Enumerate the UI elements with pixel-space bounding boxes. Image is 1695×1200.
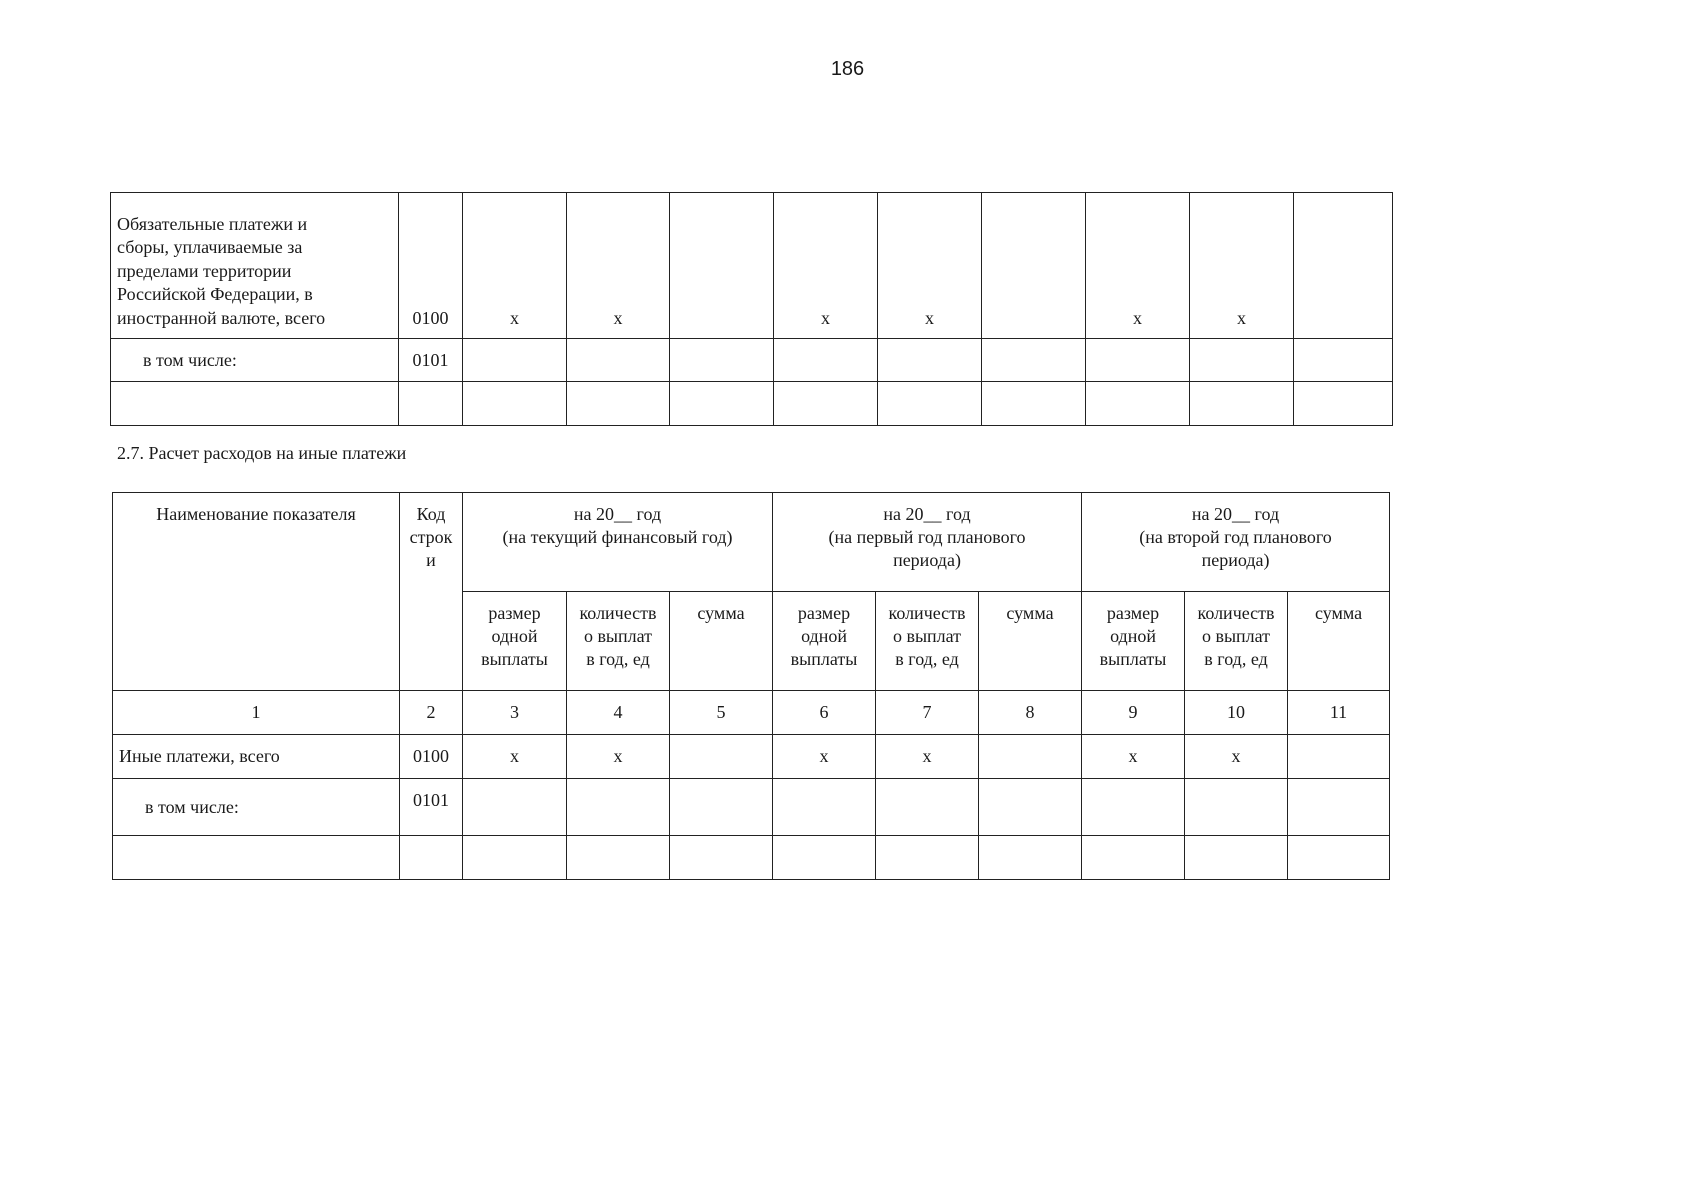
table-row (111, 193, 1393, 339)
cell (670, 779, 773, 836)
column-number: 5 (670, 691, 773, 735)
cell (876, 836, 979, 880)
header-sum (1288, 592, 1390, 691)
column-numbers-row (113, 691, 1390, 735)
name-line: иностранной валюте, всего (117, 307, 326, 328)
name-line: сборы, уплачиваемые за (117, 237, 303, 257)
cell (774, 339, 878, 382)
header-line: размер (488, 603, 541, 623)
name-line: Российской Федерации, в (117, 284, 313, 304)
header-line: о выплат (892, 626, 962, 646)
cell (463, 339, 567, 382)
row-code (399, 382, 463, 426)
row-code: 0101 (399, 339, 463, 382)
cell: x (1086, 193, 1190, 339)
cell: x (774, 193, 878, 339)
cell (463, 779, 567, 836)
row-name-mandatory-payments (111, 193, 399, 339)
cell: x (1082, 735, 1185, 779)
header-line: на 20__ год (883, 504, 971, 524)
header-payments-count (567, 592, 670, 691)
header-line: сумма (1006, 603, 1054, 623)
header-payment-size (1082, 592, 1185, 691)
cell (1086, 382, 1190, 426)
cell (1288, 836, 1390, 880)
name-line: Обязательные платежи и (117, 213, 308, 234)
cell (982, 382, 1086, 426)
cell (1082, 836, 1185, 880)
cell (567, 836, 670, 880)
header-line: количеств (579, 603, 657, 623)
header-line: выплаты (1099, 649, 1167, 669)
header-line: на 20__ год (573, 504, 662, 524)
cell (982, 339, 1086, 382)
header-sum (670, 592, 773, 691)
header-line: на 20__ год (1191, 504, 1280, 524)
cell (982, 193, 1086, 339)
header-line: одной (1110, 626, 1156, 646)
table-row (111, 382, 1393, 426)
header-line: выплаты (790, 649, 858, 669)
header-period-first-plan (773, 493, 1082, 592)
table-row (113, 836, 1390, 880)
header-line: в год, ед (1204, 649, 1268, 669)
other-payments-table (112, 492, 1390, 880)
header-row (113, 493, 1390, 592)
cell (463, 382, 567, 426)
cell: x (567, 193, 670, 339)
column-number: 6 (773, 691, 876, 735)
cell: x (878, 193, 982, 339)
header-line: Код (416, 504, 446, 524)
table-row (111, 339, 1393, 382)
header-line: периода) (893, 550, 961, 570)
cell (774, 382, 878, 426)
row-name (111, 382, 399, 426)
cell (1185, 836, 1288, 880)
cell (670, 193, 774, 339)
cell (1086, 339, 1190, 382)
cell (1288, 735, 1390, 779)
header-row-code (400, 493, 463, 691)
column-number: 2 (400, 691, 463, 735)
name-line: пределами территории (117, 260, 292, 281)
header-line: о выплат (1201, 626, 1271, 646)
cell (878, 382, 982, 426)
header-line: строк (409, 527, 453, 547)
cell: x (567, 735, 670, 779)
cell (1294, 339, 1393, 382)
cell: x (876, 735, 979, 779)
cell: x (1190, 193, 1294, 339)
cell (567, 382, 670, 426)
cell (670, 836, 773, 880)
header-line: в год, ед (895, 649, 959, 669)
cell: x (463, 735, 567, 779)
cell (567, 779, 670, 836)
cell (1082, 779, 1185, 836)
row-code: 0101 (400, 779, 463, 836)
header-line: количеств (888, 603, 966, 623)
cell (1190, 339, 1294, 382)
table-row (113, 779, 1390, 836)
cell: x (463, 193, 567, 339)
header-line: одной (801, 626, 847, 646)
header-line: (на второй год планового (1139, 527, 1332, 547)
cell (1294, 193, 1393, 339)
header-line: одной (491, 626, 538, 646)
column-number: 9 (1082, 691, 1185, 735)
cell (1294, 382, 1393, 426)
cell: x (773, 735, 876, 779)
cell (1190, 382, 1294, 426)
cell (670, 735, 773, 779)
row-name (113, 836, 400, 880)
header-payment-size (463, 592, 567, 691)
cell (567, 339, 670, 382)
row-code: 0100 (399, 193, 463, 339)
header-line: выплаты (481, 649, 548, 669)
column-number: 11 (1288, 691, 1390, 735)
column-number: 10 (1185, 691, 1288, 735)
header-period-second-plan (1082, 493, 1390, 592)
row-name: в том числе: (111, 339, 399, 382)
column-number: 3 (463, 691, 567, 735)
cell (773, 836, 876, 880)
row-code (400, 836, 463, 880)
cell (876, 779, 979, 836)
cell (773, 779, 876, 836)
cell (670, 382, 774, 426)
header-line: в год, ед (586, 649, 650, 669)
cell (979, 735, 1082, 779)
cell (670, 339, 774, 382)
header-line: размер (797, 603, 851, 623)
cell (1288, 779, 1390, 836)
column-number: 8 (979, 691, 1082, 735)
mandatory-payments-table (110, 192, 1393, 426)
header-line: размер (1106, 603, 1160, 623)
header-line: сумма (697, 603, 745, 623)
column-number: 1 (113, 691, 400, 735)
header-line: и (426, 550, 436, 570)
header-line: количеств (1197, 603, 1275, 623)
cell (463, 836, 567, 880)
header-line: (на первый год планового (828, 527, 1026, 547)
header-payment-size (773, 592, 876, 691)
header-line: о выплат (583, 626, 653, 646)
cell: x (1185, 735, 1288, 779)
cell (979, 836, 1082, 880)
row-name: в том числе: (113, 779, 400, 836)
page-number: 186 (830, 58, 865, 80)
header-payments-count (876, 592, 979, 691)
row-name-other-payments: Иные платежи, всего (113, 735, 400, 779)
table-row (113, 735, 1390, 779)
header-payments-count (1185, 592, 1288, 691)
cell (979, 779, 1082, 836)
row-code: 0100 (400, 735, 463, 779)
header-indicator-name: Наименование показателя (113, 493, 400, 691)
cell (1185, 779, 1288, 836)
header-line: (на текущий финансовый год) (502, 527, 733, 547)
header-sum (979, 592, 1082, 691)
cell (878, 339, 982, 382)
column-number: 4 (567, 691, 670, 735)
header-line: периода) (1201, 550, 1270, 570)
section-title: 2.7. Расчет расходов на иные платежи (117, 443, 407, 463)
header-line: сумма (1314, 603, 1363, 623)
header-period-current (463, 493, 773, 592)
column-number: 7 (876, 691, 979, 735)
